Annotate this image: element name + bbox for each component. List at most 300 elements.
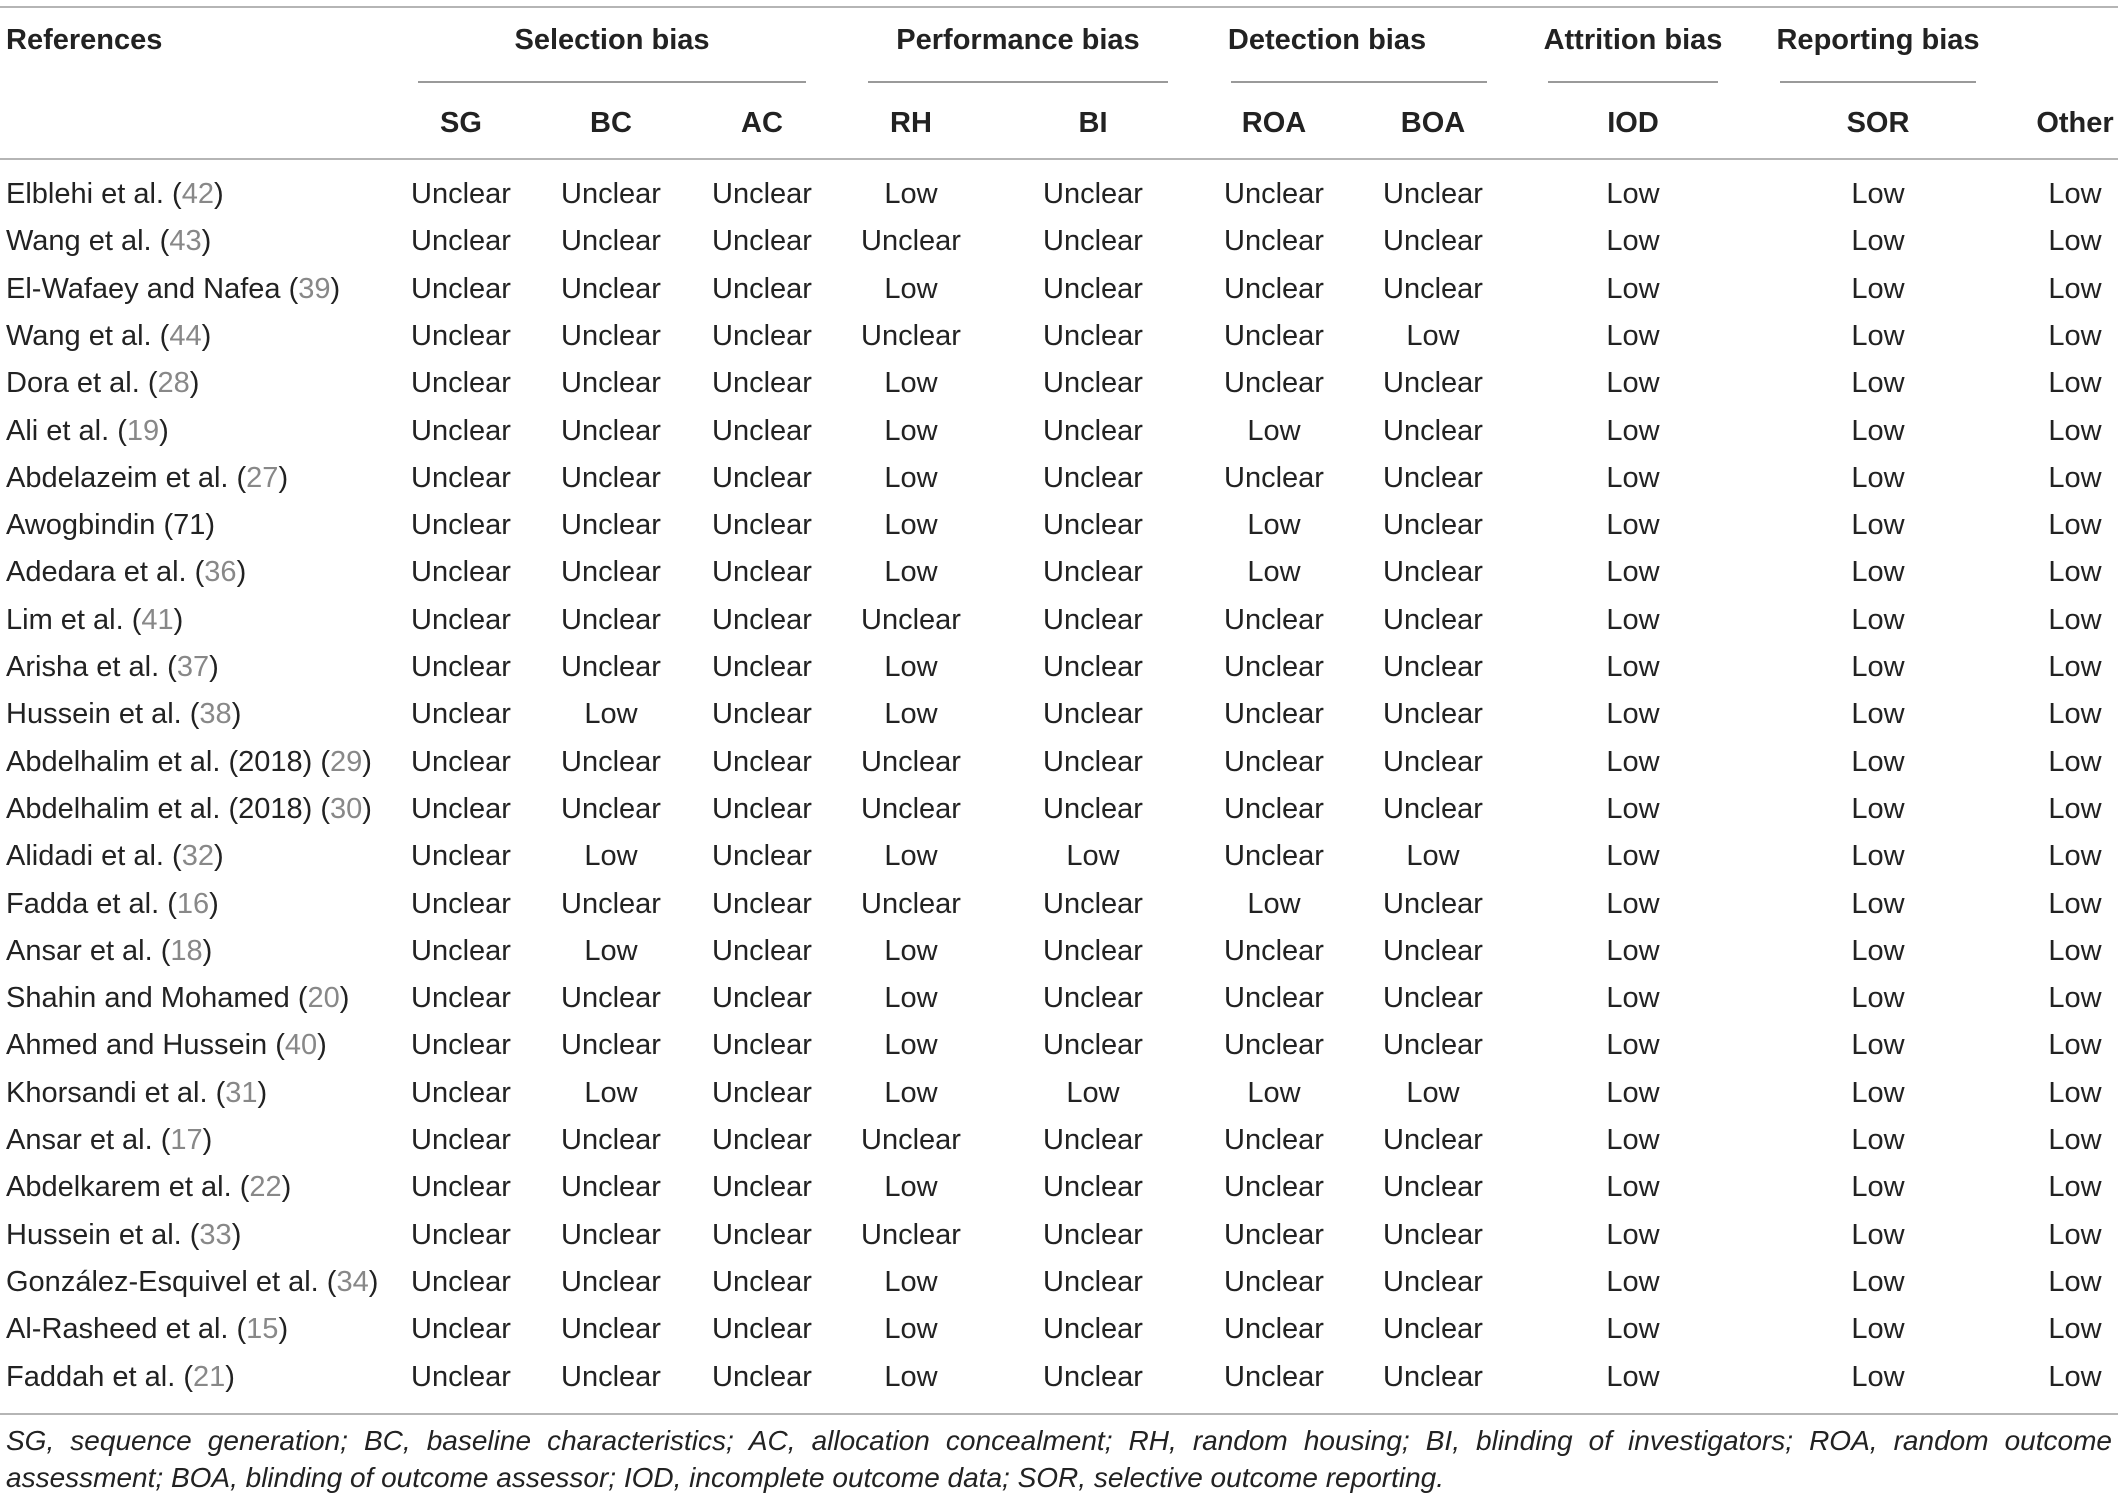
reference-paren: )	[362, 746, 372, 778]
reference-paren: )	[317, 1029, 327, 1061]
rating-cell: Unclear	[1383, 1219, 1483, 1251]
rating-cell: Unclear	[561, 1029, 661, 1061]
reference-cell	[6, 931, 212, 971]
rating-cell: Low	[2048, 178, 2102, 210]
rating-cell: Unclear	[712, 840, 812, 872]
rating-cell: Unclear	[411, 273, 511, 305]
rating-cell: Unclear	[411, 1313, 511, 1345]
citation-link[interactable]: 29	[330, 746, 363, 778]
column-header: SG	[440, 107, 482, 139]
citation-link[interactable]: 42	[181, 178, 214, 210]
citation-link[interactable]: 32	[181, 840, 214, 872]
rating-cell: Unclear	[411, 225, 511, 257]
rating-cell: Low	[1247, 888, 1301, 920]
rating-cell: Unclear	[1383, 509, 1483, 541]
rating-cell: Low	[1066, 840, 1120, 872]
rating-cell: Unclear	[861, 320, 961, 352]
rating-cell: Unclear	[712, 1029, 812, 1061]
rating-cell: Low	[1851, 1029, 1905, 1061]
rating-cell: Low	[884, 556, 938, 588]
reference-name: Al-Rasheed et al. (	[6, 1313, 247, 1345]
citation-link[interactable]: 44	[169, 320, 202, 352]
reference-paren: )	[362, 793, 372, 825]
rating-cell: Low	[2048, 888, 2102, 920]
rating-cell: Unclear	[561, 1219, 661, 1251]
rating-cell: Low	[884, 1313, 938, 1345]
citation-link[interactable]: 17	[170, 1124, 203, 1156]
rating-cell: Unclear	[1224, 1029, 1324, 1061]
rating-cell: Unclear	[1383, 367, 1483, 399]
rating-cell: Low	[884, 462, 938, 494]
rating-cell: Unclear	[712, 1219, 812, 1251]
rating-cell: Unclear	[561, 225, 661, 257]
rating-cell: Low	[1851, 746, 1905, 778]
reference-paren: )	[189, 367, 200, 399]
rating-cell: Low	[884, 178, 938, 210]
rating-cell: Low	[2048, 651, 2102, 683]
rating-cell: Unclear	[1383, 793, 1483, 825]
reference-name: Lim et al. (	[6, 604, 142, 636]
reference-paren: )	[330, 273, 341, 305]
rating-cell: Unclear	[561, 982, 661, 1014]
rating-cell: Unclear	[411, 320, 511, 352]
rating-cell: Unclear	[561, 1313, 661, 1345]
reference-cell	[6, 647, 219, 687]
rating-cell: Low	[2048, 1029, 2102, 1061]
reference-name: Ansar et al. (	[6, 1124, 171, 1156]
rating-cell: Unclear	[712, 1266, 812, 1298]
rating-cell: Unclear	[712, 698, 812, 730]
rating-cell: Unclear	[1043, 178, 1143, 210]
rating-cell: Unclear	[1383, 935, 1483, 967]
rating-cell: Unclear	[1043, 1266, 1143, 1298]
reference-cell	[6, 505, 215, 545]
citation-link[interactable]: 41	[141, 604, 174, 636]
rating-cell: Low	[1851, 935, 1905, 967]
rating-cell: Unclear	[411, 604, 511, 636]
rating-cell: Unclear	[712, 746, 812, 778]
rating-cell: Unclear	[561, 367, 661, 399]
rating-cell: Low	[1851, 415, 1905, 447]
rating-cell: Low	[1606, 1077, 1660, 1109]
rating-cell: Low	[884, 1029, 938, 1061]
reference-name: Abdelazeim et al. (	[6, 462, 247, 494]
rating-cell: Low	[1247, 1077, 1301, 1109]
group-underline	[418, 81, 806, 83]
rating-cell: Low	[2048, 367, 2102, 399]
rating-cell: Unclear	[411, 367, 511, 399]
rating-cell: Low	[884, 982, 938, 1014]
rating-cell: Unclear	[561, 462, 661, 494]
rating-cell: Unclear	[411, 935, 511, 967]
rating-cell: Low	[2048, 1313, 2102, 1345]
rating-cell: Unclear	[1224, 698, 1324, 730]
rating-cell: Low	[2048, 1266, 2102, 1298]
rating-cell: Unclear	[712, 178, 812, 210]
reference-name: Shahin and Mohamed (	[6, 982, 308, 1014]
rating-cell: Unclear	[1043, 1361, 1143, 1393]
rating-cell: Low	[2048, 698, 2102, 730]
rating-cell: Unclear	[411, 793, 511, 825]
rating-cell: Low	[2048, 746, 2102, 778]
reference-paren: )	[225, 1361, 235, 1393]
rating-cell: Unclear	[1043, 320, 1143, 352]
rating-cell: Low	[1606, 698, 1660, 730]
rating-cell: Unclear	[1224, 1171, 1324, 1203]
reference-name: Ali et al. (	[6, 415, 127, 447]
rating-cell: Unclear	[1383, 462, 1483, 494]
rating-cell: Unclear	[1224, 273, 1324, 305]
reference-paren: )	[231, 1219, 242, 1251]
references-header: References	[6, 24, 163, 56]
rating-cell: Unclear	[561, 320, 661, 352]
rating-cell: Low	[2048, 462, 2102, 494]
rating-cell: Unclear	[1043, 1029, 1143, 1061]
rating-cell: Unclear	[1383, 1124, 1483, 1156]
rating-cell: Low	[1851, 698, 1905, 730]
reference-name: Ansar et al. (	[6, 935, 171, 967]
citation-link[interactable]: 31	[225, 1077, 258, 1109]
reference-cell	[6, 884, 219, 924]
rating-cell: Unclear	[1043, 888, 1143, 920]
reference-paren: )	[202, 1124, 213, 1156]
rating-cell: Unclear	[1043, 556, 1143, 588]
rating-cell: Low	[884, 1077, 938, 1109]
reference-paren: )	[209, 888, 219, 920]
rating-cell: Unclear	[1383, 982, 1483, 1014]
reference-cell	[6, 1073, 267, 1113]
citation-link[interactable]: 20	[307, 982, 340, 1014]
rating-cell: Unclear	[1383, 651, 1483, 683]
rating-cell: Unclear	[712, 320, 812, 352]
rating-cell: Low	[1406, 320, 1460, 352]
rating-cell: Unclear	[1043, 604, 1143, 636]
rating-cell: Unclear	[411, 698, 511, 730]
rating-cell: Unclear	[1383, 1266, 1483, 1298]
reference-cell	[6, 742, 372, 782]
rating-cell: Low	[1851, 273, 1905, 305]
rating-cell: Unclear	[712, 1313, 812, 1345]
rating-cell: Unclear	[1043, 793, 1143, 825]
citation-link[interactable]: 16	[176, 888, 210, 920]
rating-cell: Low	[1606, 1124, 1660, 1156]
rating-cell: Unclear	[411, 1266, 511, 1298]
rating-cell: Low	[1606, 1171, 1660, 1203]
column-header: IOD	[1607, 107, 1659, 139]
rating-cell: Unclear	[712, 225, 812, 257]
rating-cell: Low	[584, 698, 638, 730]
rating-cell: Unclear	[1224, 982, 1324, 1014]
rating-cell: Unclear	[411, 1219, 511, 1251]
rating-cell: Low	[1406, 840, 1460, 872]
reference-cell	[6, 1215, 241, 1255]
reference-name: Fadda et al. (	[6, 888, 177, 920]
rating-cell: Low	[1606, 1266, 1660, 1298]
rating-cell: Unclear	[1043, 651, 1143, 683]
reference-paren: )	[173, 604, 184, 636]
rating-cell: Low	[884, 273, 938, 305]
rating-cell: Low	[2048, 509, 2102, 541]
rating-cell: Low	[884, 1171, 938, 1203]
rating-cell: Low	[2048, 415, 2102, 447]
rating-cell: Unclear	[561, 509, 661, 541]
rating-cell: Low	[884, 509, 938, 541]
rating-cell: Low	[1606, 556, 1660, 588]
group-header: Performance bias	[896, 24, 1140, 56]
citation-link[interactable]: 18	[170, 935, 203, 967]
rating-cell: Unclear	[1043, 415, 1143, 447]
rating-cell: Unclear	[1043, 1171, 1143, 1203]
rating-cell: Low	[1851, 1313, 1905, 1345]
rating-cell: Unclear	[861, 1219, 961, 1251]
rating-cell: Unclear	[1043, 225, 1143, 257]
rating-cell: Unclear	[561, 178, 661, 210]
rating-cell: Unclear	[1383, 888, 1483, 920]
rating-cell: Low	[1247, 415, 1301, 447]
reference-paren: )	[339, 982, 350, 1014]
rating-cell: Unclear	[712, 651, 812, 683]
rating-cell: Unclear	[561, 604, 661, 636]
reference-cell	[6, 411, 169, 451]
group-header: Selection bias	[514, 24, 710, 56]
rating-cell: Unclear	[712, 793, 812, 825]
rating-cell: Low	[1606, 415, 1660, 447]
reference-cell	[6, 978, 349, 1018]
rating-cell: Unclear	[1224, 178, 1324, 210]
reference-name: Elblehi et al. (	[6, 178, 182, 210]
rating-cell: Low	[1851, 793, 1905, 825]
column-header: SOR	[1846, 107, 1910, 139]
citation-link[interactable]: 21	[193, 1361, 226, 1393]
rating-cell: Unclear	[1043, 1219, 1143, 1251]
rating-cell: Low	[1606, 1029, 1660, 1061]
rating-cell: Unclear	[861, 604, 961, 636]
reference-cell	[6, 174, 224, 214]
rating-cell: Low	[1851, 1361, 1905, 1393]
rating-cell: Unclear	[861, 746, 961, 778]
rating-cell: Unclear	[712, 415, 812, 447]
reference-name: Wang et al. (	[6, 320, 170, 352]
reference-name: Adedara et al. (	[6, 556, 205, 588]
rating-cell: Low	[1606, 793, 1660, 825]
rating-cell: Unclear	[712, 1124, 812, 1156]
reference-cell	[6, 1167, 291, 1207]
rating-cell: Unclear	[561, 273, 661, 305]
rating-cell: Low	[2048, 935, 2102, 967]
rating-cell: Unclear	[1043, 509, 1143, 541]
rating-cell: Low	[1406, 1077, 1460, 1109]
rating-cell: Unclear	[1224, 462, 1324, 494]
rating-cell: Low	[2048, 320, 2102, 352]
rating-cell: Unclear	[411, 178, 511, 210]
citation-link[interactable]: 37	[176, 651, 210, 683]
reference-paren: )	[213, 840, 224, 872]
rating-cell: Low	[1851, 651, 1905, 683]
reference-name: El-Wafaey and Nafea (	[6, 273, 299, 305]
rating-cell: Low	[2048, 1171, 2102, 1203]
group-underline	[1548, 81, 1718, 83]
rating-cell: Low	[1851, 367, 1905, 399]
rating-cell: Unclear	[411, 1171, 511, 1203]
citation-link[interactable]: 36	[204, 556, 237, 588]
rating-cell: Low	[1851, 1171, 1905, 1203]
citation-link[interactable]: 34	[336, 1266, 369, 1298]
rating-cell: Unclear	[712, 935, 812, 967]
rating-cell: Unclear	[411, 1124, 511, 1156]
rating-cell: Unclear	[561, 1361, 661, 1393]
rating-cell: Unclear	[712, 1077, 812, 1109]
rating-cell: Low	[1606, 888, 1660, 920]
rating-cell: Low	[1606, 651, 1660, 683]
rating-cell: Low	[1606, 225, 1660, 257]
citation-link[interactable]: 39	[298, 273, 331, 305]
rating-cell: Unclear	[561, 415, 661, 447]
rating-cell: Low	[1606, 509, 1660, 541]
rating-cell: Unclear	[1224, 1361, 1324, 1393]
group-header: Detection bias	[1227, 24, 1427, 56]
reference-name: Ahmed and Hussein (	[6, 1029, 285, 1061]
reference-name: Faddah et al. (	[6, 1361, 193, 1393]
rating-cell: Unclear	[1043, 273, 1143, 305]
rating-cell: Unclear	[1043, 935, 1143, 967]
citation-link[interactable]: 15	[246, 1313, 279, 1345]
rating-cell: Unclear	[1224, 1219, 1324, 1251]
citation-link[interactable]: 22	[249, 1171, 282, 1203]
rating-cell: Unclear	[1383, 415, 1483, 447]
group-underline	[1231, 81, 1487, 83]
reference-name: Alidadi et al. (	[6, 840, 182, 872]
reference-paren: )	[201, 225, 212, 257]
citation-link[interactable]: 33	[199, 1219, 232, 1251]
bottom-rule	[0, 1413, 2118, 1415]
column-header: AC	[741, 107, 783, 139]
reference-paren: )	[368, 1266, 379, 1298]
group-header: Attrition bias	[1543, 24, 1723, 56]
rating-cell: Unclear	[712, 982, 812, 1014]
other-header: Other	[2036, 107, 2114, 139]
rating-cell: Unclear	[1383, 1313, 1483, 1345]
rating-cell: Unclear	[1043, 698, 1143, 730]
citation-link[interactable]: 43	[169, 225, 202, 257]
reference-cell	[6, 1309, 288, 1349]
rating-cell: Unclear	[561, 1266, 661, 1298]
reference-cell	[6, 1262, 378, 1302]
column-header: BI	[1078, 107, 1108, 139]
rating-cell: Unclear	[1383, 698, 1483, 730]
rating-cell: Unclear	[1224, 651, 1324, 683]
rating-cell: Unclear	[1224, 935, 1324, 967]
rating-cell: Low	[884, 651, 938, 683]
rating-cell: Low	[1851, 509, 1905, 541]
column-header: BC	[590, 107, 632, 139]
rating-cell: Low	[2048, 1219, 2102, 1251]
reference-name: Khorsandi et al. (	[6, 1077, 226, 1109]
citation-link[interactable]: 28	[157, 367, 190, 399]
reference-name: Abdelhalim et al. (2018) (	[6, 746, 330, 778]
rating-cell: Low	[1606, 840, 1660, 872]
citation-link[interactable]: 19	[126, 415, 160, 447]
rating-cell: Low	[2048, 273, 2102, 305]
rating-cell: Unclear	[712, 604, 812, 636]
citation-link[interactable]: 40	[284, 1029, 318, 1061]
rating-cell: Unclear	[411, 1029, 511, 1061]
reference-paren: )	[278, 462, 289, 494]
reference-name: González-Esquivel et al. (	[6, 1266, 337, 1298]
rating-cell: Low	[1606, 367, 1660, 399]
rating-cell: Unclear	[561, 1124, 661, 1156]
rating-cell: Low	[1851, 1124, 1905, 1156]
reference-name: Arisha et al. (	[6, 651, 177, 683]
rating-cell: Unclear	[561, 793, 661, 825]
rating-cell: Low	[1606, 462, 1660, 494]
rating-cell: Unclear	[1043, 982, 1143, 1014]
rating-cell: Low	[884, 935, 938, 967]
rating-cell: Unclear	[1224, 793, 1324, 825]
rating-cell: Low	[1606, 1361, 1660, 1393]
rating-cell: Unclear	[1383, 1029, 1483, 1061]
rating-cell: Unclear	[561, 651, 661, 683]
rating-cell: Low	[584, 935, 638, 967]
reference-name: Hussein et al. (	[6, 1219, 200, 1251]
reference-paren: )	[278, 1313, 289, 1345]
rating-cell: Unclear	[1043, 367, 1143, 399]
citation-link[interactable]: 27	[246, 462, 279, 494]
reference-cell	[6, 1357, 235, 1397]
reference-name: Awogbindin (71)	[6, 509, 216, 541]
rating-cell: Low	[1851, 1266, 1905, 1298]
rating-cell: Unclear	[1383, 746, 1483, 778]
rating-cell: Low	[1606, 935, 1660, 967]
reference-cell	[6, 552, 246, 592]
rating-cell: Low	[2048, 1077, 2102, 1109]
reference-cell	[6, 363, 199, 403]
rating-cell: Low	[1606, 1313, 1660, 1345]
rating-cell: Low	[2048, 982, 2102, 1014]
rating-cell: Low	[1606, 320, 1660, 352]
reference-name: Wang et al. (	[6, 225, 170, 257]
rating-cell: Unclear	[411, 746, 511, 778]
citation-link[interactable]: 30	[330, 793, 363, 825]
rating-cell: Unclear	[1224, 840, 1324, 872]
reference-paren: )	[159, 415, 169, 447]
rating-cell: Low	[1851, 462, 1905, 494]
reference-name: Abdelkarem et al. (	[6, 1171, 250, 1203]
rating-cell: Unclear	[411, 556, 511, 588]
rating-cell: Unclear	[1043, 1313, 1143, 1345]
rating-cell: Unclear	[1224, 225, 1324, 257]
rating-cell: Unclear	[411, 651, 511, 683]
rating-cell: Low	[2048, 604, 2102, 636]
rating-cell: Low	[1851, 178, 1905, 210]
rating-cell: Low	[884, 840, 938, 872]
rating-cell: Low	[2048, 225, 2102, 257]
rating-cell: Unclear	[1224, 320, 1324, 352]
reference-cell	[6, 269, 340, 309]
rating-cell: Low	[1606, 982, 1660, 1014]
rating-cell: Low	[1606, 746, 1660, 778]
reference-paren: )	[231, 698, 242, 730]
rating-cell: Unclear	[1383, 604, 1483, 636]
reference-cell	[6, 1120, 212, 1160]
reference-paren: )	[236, 556, 247, 588]
rating-cell: Unclear	[712, 1361, 812, 1393]
reference-paren: )	[257, 1077, 268, 1109]
rating-cell: Unclear	[861, 1124, 961, 1156]
rating-cell: Low	[1851, 604, 1905, 636]
citation-link[interactable]: 38	[199, 698, 232, 730]
rating-cell: Unclear	[561, 746, 661, 778]
reference-cell	[6, 600, 183, 640]
